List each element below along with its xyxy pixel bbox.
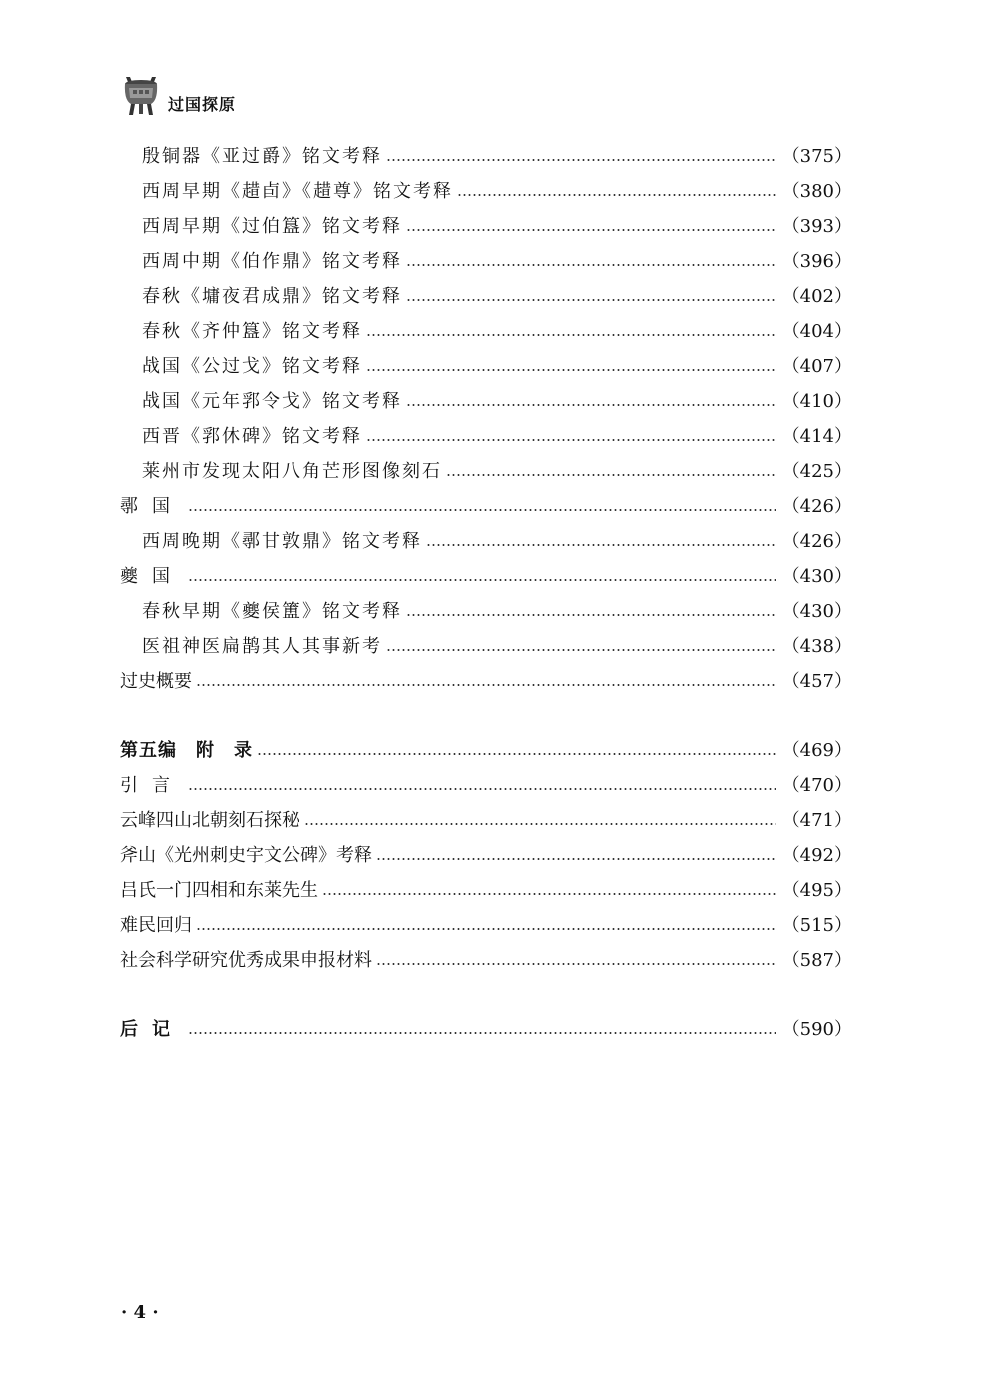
toc-entry-title: 吕氏一门四相和东莱先生: [120, 880, 318, 901]
toc-entry: [120, 1013, 852, 1047]
toc-entry-title: 鄩国: [120, 496, 184, 517]
dot-leader: [188, 509, 776, 511]
toc-entry: [142, 350, 852, 384]
toc-entry-page: （414）: [781, 426, 852, 447]
toc-entry-page: （426）: [781, 496, 852, 517]
toc-entry: [142, 385, 852, 419]
dot-leader: [257, 753, 776, 755]
toc-entry-title: 斧山《光州刺史宇文公碑》考释: [120, 845, 372, 866]
dot-leader: [322, 893, 776, 895]
dot-leader: [304, 823, 776, 825]
toc-entry-title: 云峰四山北朝刻石探秘: [120, 810, 300, 831]
toc-entry-page: （404）: [781, 321, 852, 342]
toc-entry: [142, 140, 852, 174]
toc-entry-title: 西周中期《伯作鼎》铭文考释: [142, 251, 402, 272]
dot-leader: [188, 579, 776, 581]
dot-leader: [406, 404, 776, 406]
toc-entry-title: 引言: [120, 775, 184, 796]
toc-entry: [142, 595, 852, 629]
toc-entry-page: （470）: [781, 775, 852, 796]
toc-entry-title: 战国《元年郛令戈》铭文考释: [142, 391, 402, 412]
toc-entry-title: 西周晚期《鄩甘敦鼎》铭文考释: [142, 531, 422, 552]
toc-entry: [142, 245, 852, 279]
toc-entry-page: （469）: [781, 740, 852, 761]
dot-leader: [196, 928, 776, 930]
dot-leader: [366, 369, 776, 371]
bronze-vessel-icon: [120, 74, 162, 118]
toc-entry: [120, 490, 852, 524]
dot-leader: [366, 439, 776, 441]
dot-leader: [426, 544, 776, 546]
toc-entry-page: （515）: [781, 915, 852, 936]
toc-entry-title: 后记: [120, 1019, 184, 1040]
toc-entry-page: （402）: [781, 286, 852, 307]
dot-leader: [188, 788, 776, 790]
toc-entry-title: 医祖神医扁鹊其人其事新考: [142, 636, 382, 657]
toc-entry: [120, 665, 852, 699]
toc-entry-title: 殷铜器《亚过爵》铭文考释: [142, 146, 382, 167]
toc-entry-title: 西晋《郛休碑》铭文考释: [142, 426, 362, 447]
dot-leader: [406, 299, 776, 301]
toc-entry-title: 第五编 附 录: [120, 740, 253, 761]
toc-entry: [120, 839, 852, 873]
toc-entry-title: 春秋《齐仲簋》铭文考释: [142, 321, 362, 342]
toc-entry: [142, 280, 852, 314]
toc-entry: [142, 315, 852, 349]
toc-entry: [142, 420, 852, 454]
toc-entry-title: 战国《公过戈》铭文考释: [142, 356, 362, 377]
toc-entry-title: 莱州市发现太阳八角芒形图像刻石: [142, 461, 442, 482]
toc-entry: [142, 175, 852, 209]
toc-entry-page: （438）: [781, 636, 852, 657]
dot-leader: [196, 684, 776, 686]
toc-entry-page: （492）: [781, 845, 852, 866]
toc-entry-page: （410）: [781, 391, 852, 412]
dot-leader: [386, 649, 776, 651]
dot-leader: [406, 264, 776, 266]
toc-entry-page: （471）: [781, 810, 852, 831]
toc-entry-page: （380）: [781, 181, 852, 202]
toc-entry-page: （426）: [781, 531, 852, 552]
toc-entry-page: （587）: [781, 950, 852, 971]
book-title: 过国探原: [168, 95, 237, 114]
toc-entry: [142, 455, 852, 489]
toc-entry-title: 过史概要: [120, 671, 192, 692]
dot-leader: [366, 334, 776, 336]
dot-leader: [457, 194, 776, 196]
toc-entry: [142, 210, 852, 244]
toc-entry-title: 夔国: [120, 566, 184, 587]
toc-entry-page: （430）: [781, 601, 852, 622]
toc-entry-page: （430）: [781, 566, 852, 587]
dot-leader: [376, 963, 776, 965]
dot-leader: [406, 229, 776, 231]
toc-entry-page: （393）: [781, 216, 852, 237]
toc-entry-title: 春秋早期《夔侯簠》铭文考释: [142, 601, 402, 622]
toc-entry: [120, 769, 852, 803]
toc-entry-page: （457）: [781, 671, 852, 692]
toc-entry-page: （495）: [781, 880, 852, 901]
toc-entry-page: （407）: [781, 356, 852, 377]
toc-entry-title: 社会科学研究优秀成果申报材料: [120, 950, 372, 971]
dot-leader: [406, 614, 776, 616]
running-header: [120, 72, 420, 122]
toc-entry-title: 难民回归: [120, 915, 192, 936]
toc-entry-page: （375）: [781, 146, 852, 167]
toc-entry-page: （396）: [781, 251, 852, 272]
toc-entry-page: （425）: [781, 461, 852, 482]
toc-entry-page: （590）: [781, 1019, 852, 1040]
toc-entry-title: 春秋《墉夜君成鼎》铭文考释: [142, 286, 402, 307]
dot-leader: [446, 474, 776, 476]
toc-entry: [120, 874, 852, 908]
dot-leader: [376, 858, 776, 860]
dot-leader: [188, 1032, 776, 1034]
toc-entry: [142, 630, 852, 664]
toc-entry: [120, 560, 852, 594]
toc-entry: [120, 734, 852, 768]
dot-leader: [386, 159, 776, 161]
toc-entry: [142, 525, 852, 559]
toc-entry: [120, 944, 852, 978]
toc-entry-title: 西周早期《过伯簋》铭文考释: [142, 216, 402, 237]
toc-entry-title: 西周早期《趞卣》《趞尊》铭文考释: [142, 181, 453, 202]
toc-entry: [120, 909, 852, 943]
toc-entry: [120, 804, 852, 838]
page-number: · 4 ·: [121, 1302, 159, 1323]
